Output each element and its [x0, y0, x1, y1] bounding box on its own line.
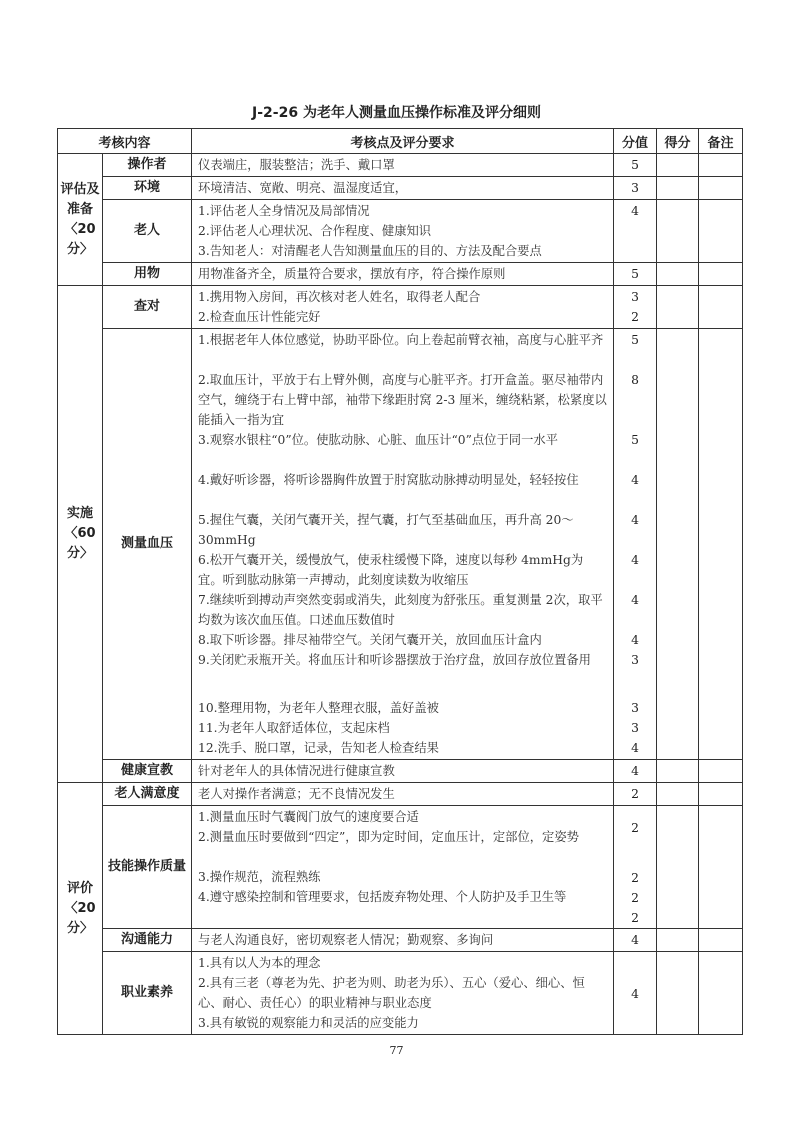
category: 技能操作质量	[103, 806, 192, 929]
remark-cell[interactable]	[699, 929, 743, 952]
score-value: 4	[631, 741, 639, 755]
header-remarks: 备注	[699, 129, 743, 154]
requirement-item: 3.操作规范，流程熟练	[198, 870, 321, 884]
requirement-item: 3.告知老人：对清醒老人告知测量血压的目的、方法及配合要点	[198, 244, 542, 258]
remark-cell[interactable]	[699, 286, 743, 329]
category: 健康宣教	[103, 760, 192, 783]
score-cell[interactable]	[657, 263, 699, 286]
score-value: 2	[631, 871, 639, 885]
requirement-item: 3.观察水银柱“0”位。使肱动脉、心脏、血压计“0”点位于同一水平	[198, 433, 558, 447]
score-value: 3	[631, 290, 639, 304]
table-row	[58, 929, 743, 952]
remark-cell[interactable]	[699, 760, 743, 783]
requirement-item: 1.具有以人为本的理念	[198, 956, 321, 970]
requirement-item: 5.握住气囊，关闭气囊开关，捏气囊，打气至基础血压，再升高 20～30mmHg	[198, 513, 574, 547]
table-row	[58, 286, 743, 329]
category: 查对	[103, 286, 192, 329]
score-cell[interactable]	[657, 329, 699, 760]
score-value: 4	[631, 633, 639, 647]
table-row	[58, 329, 743, 760]
score-value: 4	[631, 473, 639, 487]
requirement-item: 9.关闭贮汞瓶开关。将血压计和听诊器摆放于治疗盘，放回存放位置备用	[198, 653, 591, 667]
remark-cell[interactable]	[699, 783, 743, 806]
table-row	[58, 806, 743, 929]
score-cell[interactable]	[657, 760, 699, 783]
score-value: 4	[614, 929, 657, 952]
scoring-table	[57, 128, 743, 1035]
remark-cell[interactable]	[699, 806, 743, 929]
header-score-value: 分值	[614, 129, 657, 154]
score-value: 8	[631, 373, 639, 387]
requirement: 与老人沟通良好，密切观察老人情况；勤观察、多询问	[192, 929, 614, 952]
score-value: 3	[631, 653, 639, 667]
requirement-item: 2.评估老人心理状况、合作程度、健康知识	[198, 224, 432, 238]
requirement-item: 1.根据老年人体位感觉，协助平卧位。向上卷起前臂衣袖，高度与心脏平齐	[198, 333, 604, 347]
header-row	[58, 129, 743, 154]
table-row	[58, 200, 743, 263]
category: 环境	[103, 177, 192, 200]
score-value: 5	[614, 263, 657, 286]
requirement-item: 2.具有三老（尊老为先、护老为则、助老为乐）、五心（爱心、细心、恒心、耐心、责任心）的职业精神与职业态度	[198, 976, 585, 1010]
requirement-item: 8.取下听诊器。排尽袖带空气。关闭气囊开关，放回血压计盒内	[198, 633, 542, 647]
requirement-item: 4.遵守感染控制和管理要求，包括废弃物处理、个人防护及手卫生等	[198, 890, 567, 904]
requirement-item: 1.测量血压时气囊阀门放气的速度要合适	[198, 810, 419, 824]
requirement-list	[192, 329, 614, 760]
score-value: 2	[631, 310, 639, 324]
remark-cell[interactable]	[699, 177, 743, 200]
remark-cell[interactable]	[699, 154, 743, 177]
header-requirements: 考核点及评分要求	[192, 129, 614, 154]
group-implement: 实施〈60分〉	[58, 286, 103, 783]
requirement-item: 3.具有敏锐的观察能力和灵活的应变能力	[198, 1016, 419, 1030]
page-title: J-2-26 为老年人测量血压操作标准及评分细则	[252, 105, 541, 121]
score-value: 2	[631, 821, 639, 835]
score-value: 5	[631, 433, 639, 447]
group-evaluate: 评价〈20分〉	[58, 783, 103, 1035]
score-cell[interactable]	[657, 200, 699, 263]
remark-cell[interactable]	[699, 200, 743, 263]
requirement-item: 12.洗手、脱口罩，记录，告知老人检查结果	[198, 741, 439, 755]
requirement: 老人对操作者满意；无不良情况发生	[192, 783, 614, 806]
header-content: 考核内容	[58, 129, 192, 154]
score-cell[interactable]	[657, 783, 699, 806]
requirement: 用物准备齐全，质量符合要求，摆放有序，符合操作原则	[192, 263, 614, 286]
requirement: 环境清洁、宽敞、明亮、温湿度适宜，	[192, 177, 614, 200]
score-value: 3	[631, 701, 639, 715]
category: 用物	[103, 263, 192, 286]
requirement: 仪表端庄，服装整洁；洗手、戴口罩	[192, 154, 614, 177]
table-row	[58, 952, 743, 1035]
category: 沟通能力	[103, 929, 192, 952]
score-cell[interactable]	[657, 286, 699, 329]
score-value: 5	[631, 333, 639, 347]
score-cell[interactable]	[657, 154, 699, 177]
score-list	[614, 286, 657, 329]
table-row	[58, 783, 743, 806]
score-value: 4	[614, 952, 657, 1035]
remark-cell[interactable]	[699, 263, 743, 286]
score-value: 4	[614, 760, 657, 783]
score-cell[interactable]	[657, 952, 699, 1035]
score-value: 4	[614, 200, 657, 263]
score-value: 2	[614, 783, 657, 806]
requirement-item: 2.取血压计，平放于右上臂外侧，高度与心脏平齐。打开盒盖。驱尽袖带内空气，缠绕于右上臂中部，袖带下缘距肘窝 2-3 厘米，缠绕粘紧，松紧度以能插入一指为宜	[198, 373, 607, 427]
category: 测量血压	[103, 329, 192, 760]
score-value: 3	[631, 721, 639, 735]
group-eval-prep: 评估及准备〈20分〉	[58, 154, 103, 286]
page-number: 77	[389, 1044, 404, 1057]
requirement-item: 4.戴好听诊器，将听诊器胸件放置于肘窝肱动脉搏动明显处，轻轻按住	[198, 473, 579, 487]
score-list	[614, 329, 657, 760]
score-value: 2	[631, 911, 639, 925]
requirement: 针对老年人的具体情况进行健康宣教	[192, 760, 614, 783]
category: 操作者	[103, 154, 192, 177]
requirement-item: 7.继续听到搏动声突然变弱或消失，此刻度为舒张压。重复测量 2次，取平均数为该次血压值。口述血压数值时	[198, 593, 603, 627]
requirement-item: 2.检查血压计性能完好	[198, 310, 321, 324]
requirement-list	[192, 200, 614, 263]
requirement-item: 1.评估老人全身情况及局部情况	[198, 204, 370, 218]
score-value: 5	[614, 154, 657, 177]
score-cell[interactable]	[657, 806, 699, 929]
requirement-item: 6.松开气囊开关，缓慢放气，使汞柱缓慢下降，速度以每秒 4mmHg为宜。听到肱动脉第一声搏动，此刻度读数为收缩压	[198, 553, 584, 587]
requirement-list	[192, 286, 614, 329]
score-value: 4	[631, 553, 639, 567]
score-cell[interactable]	[657, 177, 699, 200]
score-list	[614, 806, 657, 929]
category: 老人	[103, 200, 192, 263]
header-score-got: 得分	[657, 129, 699, 154]
requirement-item: 2.测量血压时要做到“四定”，即为定时间，定血压计，定部位，定姿势	[198, 830, 579, 844]
requirement-item: 11.为老年人取舒适体位，支起床档	[198, 721, 390, 735]
requirement-list	[192, 806, 614, 929]
requirement-item: 10.整理用物，为老年人整理衣服，盖好盖被	[198, 701, 439, 715]
table-row	[58, 263, 743, 286]
score-cell[interactable]	[657, 929, 699, 952]
table-row	[58, 177, 743, 200]
score-value: 4	[631, 593, 639, 607]
category: 职业素养	[103, 952, 192, 1035]
category: 老人满意度	[103, 783, 192, 806]
requirement-list	[192, 952, 614, 1035]
table-row	[58, 154, 743, 177]
score-value: 3	[614, 177, 657, 200]
table-row	[58, 760, 743, 783]
score-value: 2	[631, 891, 639, 905]
score-value: 4	[631, 513, 639, 527]
requirement-item: 1.携用物入房间，再次核对老人姓名，取得老人配合	[198, 290, 481, 304]
remark-cell[interactable]	[699, 952, 743, 1035]
remark-cell[interactable]	[699, 329, 743, 760]
